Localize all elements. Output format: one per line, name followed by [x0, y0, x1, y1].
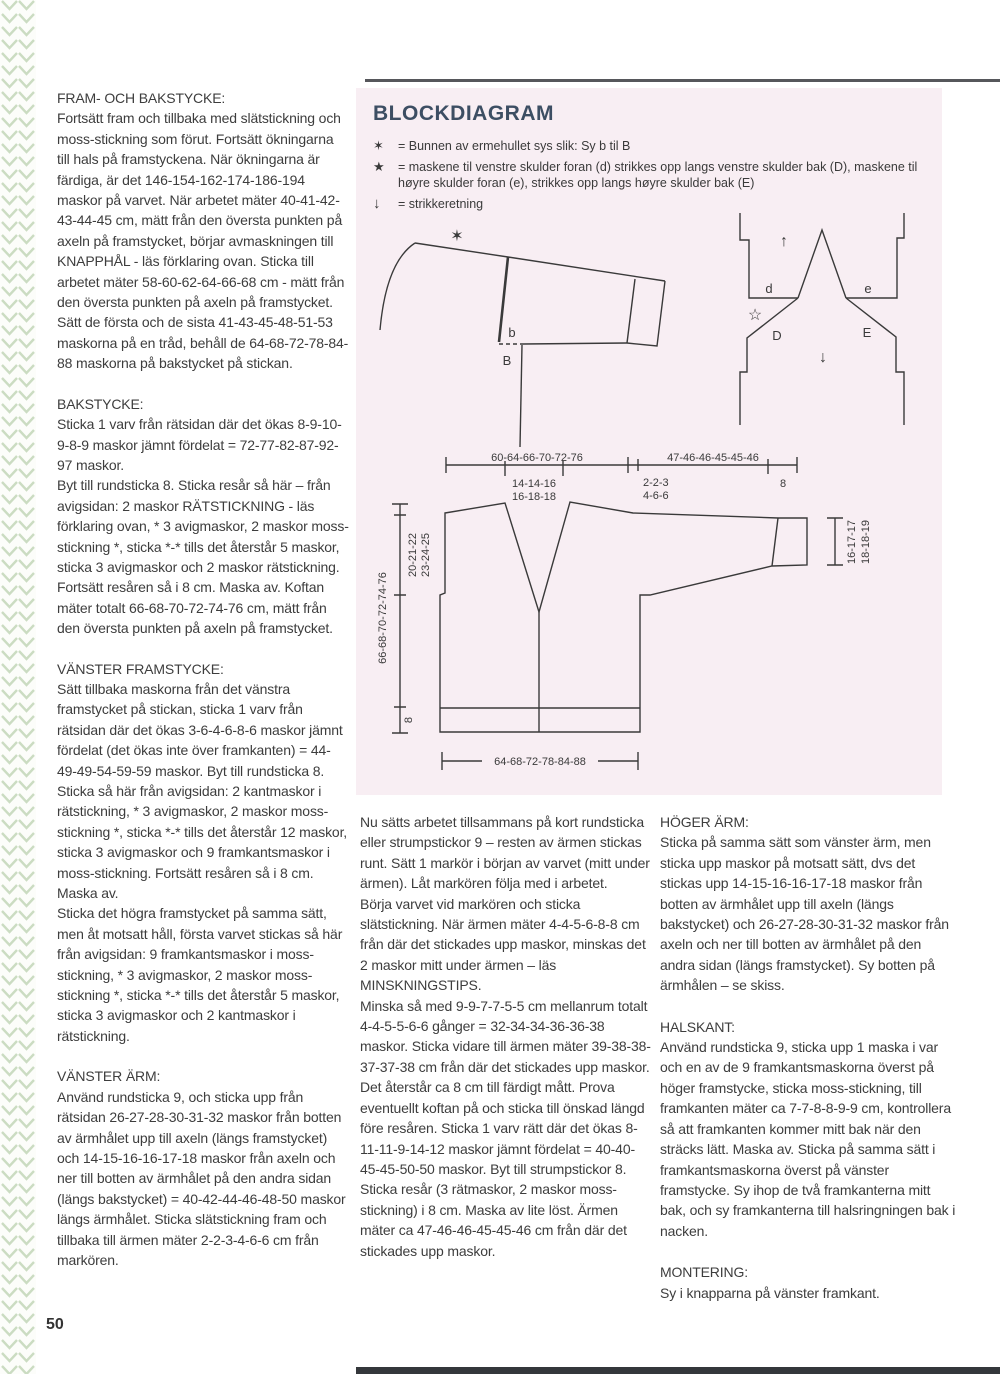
section-paragraph: Sticka det högra framstycket på samma sätt, men åt motsatt håll, första varvet stickas så här från avigsidan: 9 framkantsmaskor i moss-stickning, * 3 avigmaskor, 2 maskor moss-stickning *, sticka *-* tills det återstår 5 maskor, sticka 3 avigmaskor och 2 kantmaskor i rätstickning. [57, 905, 343, 1044]
paragraph: Nu sätts arbetet tillsammans på kort rundsticka eller strumpstickor 9 – resten av ärmen stickas runt. Sätt 1 markör i början av varvet (mitt under ärmen). Låt markören följa med i arbetet. [360, 814, 650, 892]
section-paragraph: Sticka på samma sätt som vänster ärm, men sticka upp maskor på motsatt sätt, dvs det stickas upp 14-15-16-16-17-18 maskor från botten av ärmhålet upp till axeln (längs bakstycket) och 26-27-28-30-31-32 maskor från axeln och ner till botten av ärmhålet på den andra sidan (längs framstycket). Sy botten på ärmhålen – se skiss. [660, 834, 949, 994]
sleeve-top-edge [415, 243, 665, 281]
section-bakstycke [57, 394, 349, 639]
section-paragraph: Sätt tillbaka maskorna från det vänstra framstycket på stickan, sticka 1 varv från rätsidan där det ökas 3-6-4-6-8-6 maskor jämnt fördelat (det ökas inte över framkanten) = 44-49-49-54-59-59 maskor. Byt till rundsticka 8. Sticka så här från avigsidan: 2 kantmaskor i rätstickning, * 3 avigmaskor, 2 maskor moss-stickning *, sticka *-* tills det återstår 12 maskor, sticka 3 avigmaskor och 9 framkantsmaskor i moss-stickning. Fortsätt resåren så i 8 cm. Maska av. [57, 680, 348, 902]
connector-line [520, 345, 522, 447]
section-vanster-arm [57, 1066, 349, 1270]
section-paragraph: Byt till rundsticka 8. Sticka resår så här – från avigsidan: 2 maskor RÄTSTICKNING - läs förklaring ovan, * 3 avigmaskor, 2 maskor moss-stickning *, sticka *-* tills det återstår 5 maskor, sticka 3 avigmaskor och 2 maskor rätstickning. Fortsätt resåren så i 8 cm. Maska av. Koftan mäter totalt 66-68-70-72-74-76 cm, mätt från den översta punkten på axeln på framstycket. [57, 477, 349, 637]
border-chevrons [0, 0, 36, 1374]
section-hoger-arm [660, 812, 958, 996]
neck-triangle [798, 230, 846, 298]
section-montering [660, 1262, 958, 1303]
measure-side-yoke-b: 23-24-25 [420, 532, 432, 578]
paragraph: Minska så med 9-9-7-7-5-5 cm mellanrum totalt 4-4-5-5-6-6 gånger = 32-34-34-36-36-38 maskor. Sticka vidare till ärmen mäter 39-38-38-37-37-38 cm från där det stickades upp maskor. Det återstår ca 8 cm till färdigt mått. Prova eventuellt koftan på och sticka till önskad längd före resåren. Sticka 1 varv rätt där det ökas 8-11-11-9-14-12 maskor jämnt fördelat = 40-40-45-45-50-50 maskor. Byt till strumpstickor 8. Sticka resår (3 rätmaskor, 2 maskor moss-stickning) i 8 cm. Maska av lite löst. Ärmen mäter ca 47-46-46-45-45-46 cm från där det stickades upp maskor. [360, 997, 651, 1259]
shoulder-seam-bold-line [499, 257, 508, 342]
section-halskant [660, 1017, 958, 1241]
section-heading: VÄNSTER FRAMSTYCKE: [57, 660, 224, 677]
sleeve-cuff-outline [627, 281, 665, 346]
measure-top-inner-a: 14-14-16 [511, 478, 557, 490]
left-text-column [57, 88, 349, 1290]
up-arrow-icon: ↑ [780, 233, 788, 250]
page-number: 50 [46, 1316, 64, 1333]
neckline-curve [380, 243, 415, 330]
cuff-separator-line [627, 279, 635, 343]
label-B: B [502, 353, 512, 368]
blockdiagram-title: BLOCKDIAGRAM [373, 102, 554, 125]
section-heading: FRAM- OCH BAKSTYCKE: [57, 90, 226, 106]
measure-top-left: 60-64-66-70-72-76 [491, 452, 583, 464]
legend-text: = strikkeretning [398, 196, 484, 211]
body-outline [440, 502, 807, 732]
bottom-rule [356, 1367, 1000, 1374]
outline-star-icon: ★ [373, 158, 385, 174]
filled-star-icon: ✶ [450, 228, 464, 245]
filled-star-icon: ✶ [373, 138, 384, 153]
section-heading: VÄNSTER ÄRM: [57, 1068, 161, 1085]
outline-star-icon: ☆ [747, 307, 763, 324]
measure-top-right: 47-46-46-45-45-46 [667, 452, 759, 464]
label-b: b [508, 325, 516, 340]
top-rule [365, 79, 1000, 82]
measure-cuff-b: 18-18-19 [860, 519, 872, 565]
measure-top-inner-b: 16-18-18 [511, 491, 557, 503]
section-paragraph: Använd rundsticka 9, sticka upp 1 maska i var och en av de 9 framkantsmaskorna överst på höger framstycke, sticka moss-stickning, till framkanten mäter ca 7-7-8-8-9-9 cm, kontrollera så att framkanten kommer mitt bak när den sträcks lätt. Maska av. Sticka på samma sätt i framkantsmaskorna överst på vänster framstycke. Sy ihop de två framkanterna mitt bak, och sy framkanterna till halsringningen bak i nacken. [660, 1039, 956, 1239]
back-right-shoulder-outline [846, 298, 904, 425]
measure-side-yoke-a: 20-21-22 [407, 532, 419, 578]
middle-text-column [360, 812, 652, 1261]
label-D: D [772, 328, 782, 343]
label-d: d [765, 281, 773, 296]
front-right-shoulder-outline [846, 213, 904, 298]
body-cuff-separator [772, 518, 778, 566]
paragraph: Börja varvet vid markören och sticka slätstickning. När ärmen mäter 4-4-5-6-8-8 cm från där det stickades upp maskor, minskas det 2 maskor mitt under ärmen – läs MINSKNINGSTIPS. [360, 895, 646, 994]
measure-top-small-a: 2-2-3 [643, 477, 669, 489]
measure-bottom-width: 64-68-72-78-84-88 [494, 756, 586, 768]
section-heading: BAKSTYCKE: [57, 395, 144, 412]
right-text-column [660, 812, 958, 1324]
section-paragraph: Sy i knapparna på vänster framkant. [660, 1284, 880, 1301]
section-vanster-framstycke [57, 659, 349, 1047]
section-heading: MONTERING: [660, 1264, 748, 1281]
section-paragraph: Sticka 1 varv från rätsidan där det ökas 8-9-10-9-8-9 maskor jämnt fördelat = 72-77-82-87-92-97 maskor. [57, 416, 342, 473]
down-arrow-icon: ↓ [819, 349, 827, 366]
measure-top-small-b: 4-6-6 [643, 490, 669, 502]
legend-text: = maskene til venstre skulder foran (d) strikkes opp langs venstre skulder bak (D), maskene til høyre skulder foran (e), strikkes opp langs høyre skulder bak (E) [398, 159, 918, 190]
knit-pattern-border [0, 0, 36, 1374]
schematic-diagram [356, 88, 942, 795]
measure-top-rib: 8 [779, 478, 787, 490]
blockdiagram-panel [356, 88, 942, 795]
down-arrow-icon: ↓ [373, 194, 381, 212]
section-fram-och-bakstycke [57, 88, 349, 374]
legend-text: = Bunnen av ermehullet sys slik: Sy b til B [398, 139, 631, 153]
measure-side-rib: 8 [403, 716, 415, 724]
label-E: E [862, 325, 872, 340]
sleeve-bottom-edge [523, 343, 627, 344]
section-paragraph: Fortsätt fram och tillbaka med slätstickning och moss-stickning som förut. Fortsätt ökningarna till hals på framstyckena. När ökningarna är färdiga, är det 146-154-162-174-186-194 maskor på varvet. När arbetet mäter 40-41-42-43-44-45 cm, mätt från den översta punkten på axeln på framstycket, börjar avmaskningen till KNAPPHÅL - läs förklaring ovan. Sticka till arbetet mäter 58-60-62-64-66-68 cm - mätt från den översta punkten på axeln på framstycket. Sätt de första och de sista 41-43-45-48-51-53 maskorna på en tråd, behåll de 64-68-72-78-84-88 maskorna på bakstycket på stickan. [57, 110, 349, 372]
measure-side-total: 66-68-70-72-74-76 [377, 572, 389, 664]
label-e: e [864, 281, 872, 296]
measure-cuff-a: 16-17-17 [846, 519, 858, 565]
section-paragraph: Använd rundsticka 9, och sticka upp från rätsidan 26-27-28-30-31-32 maskor från botten av ärmhålet upp till axeln (längs framstycket) och 14-15-16-16-17-18 maskor från axeln och ner till botten av ärmhålet på den andra sidan (längs bakstycket) = 40-42-44-46-48-50 maskor längs ärmhålet. Sticka slätstickning fram och tillbaka till ärmen mäter 2-2-3-4-6-6 cm från markören. [57, 1088, 346, 1268]
section-heading: HALSKANT: [660, 1018, 735, 1035]
section-heading: HÖGER ÄRM: [660, 814, 749, 830]
